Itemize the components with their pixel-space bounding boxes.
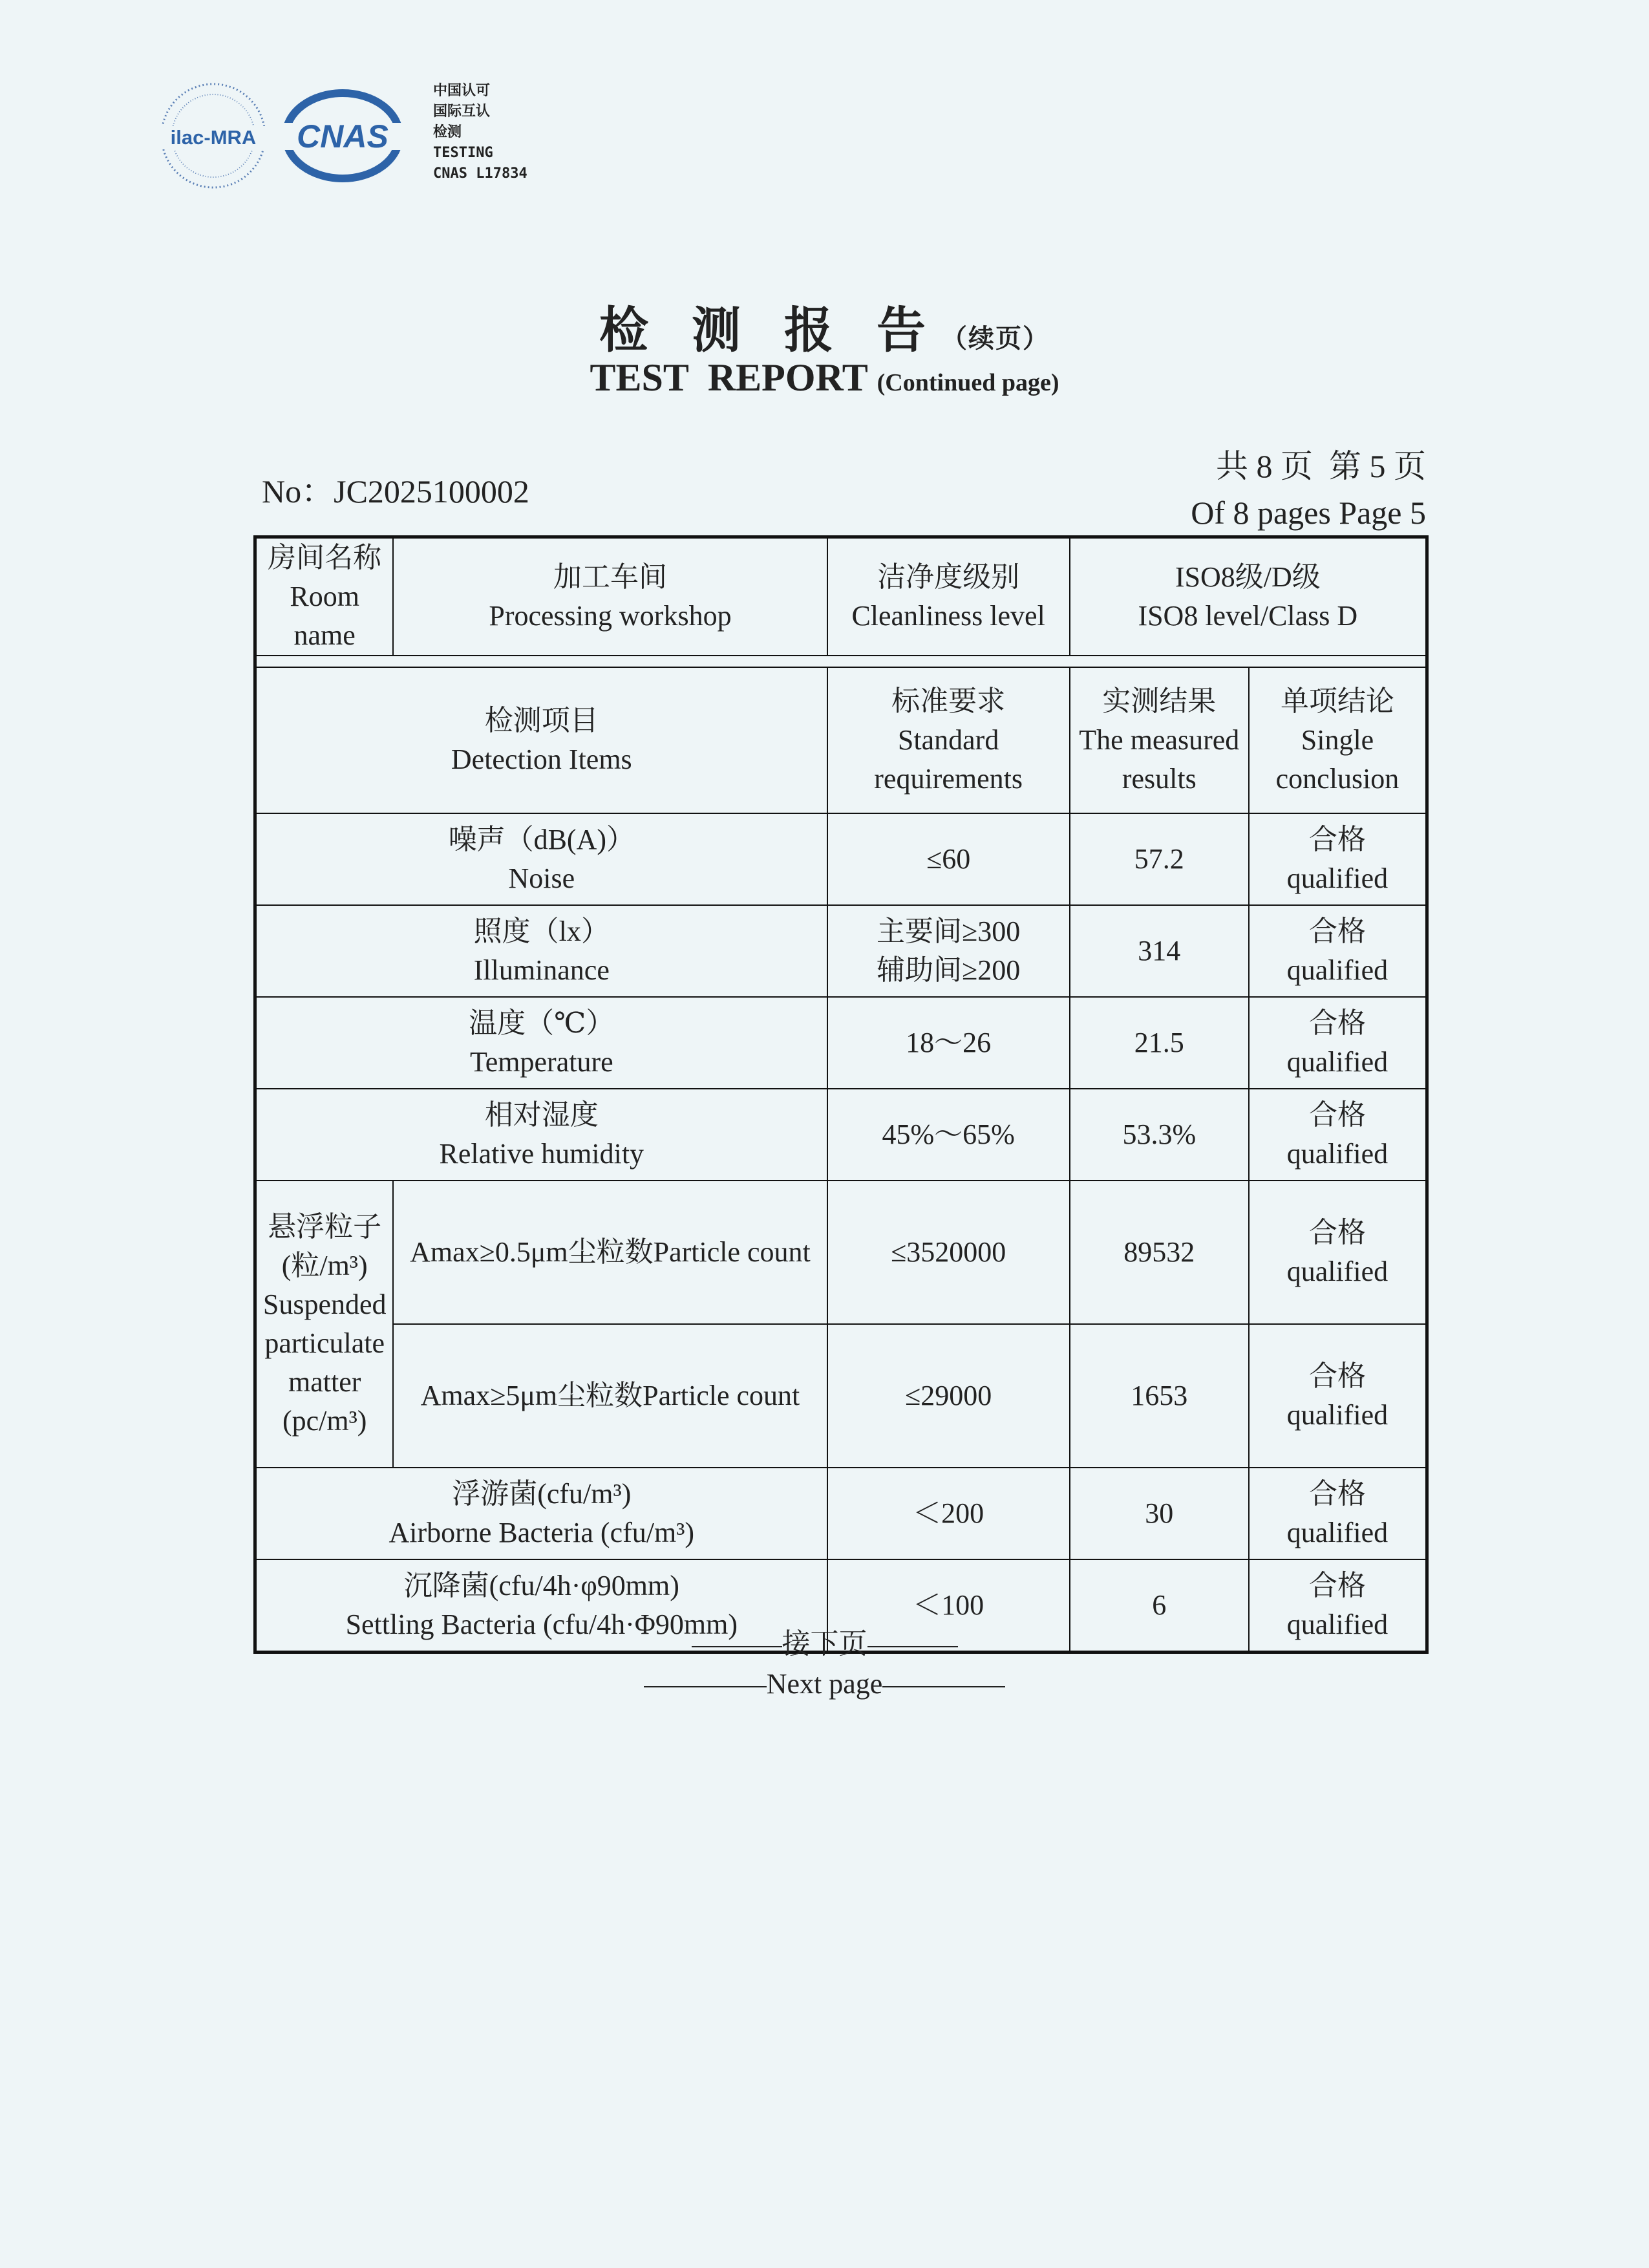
divider xyxy=(867,1646,958,1647)
item-standard: ＜200 xyxy=(827,1468,1070,1559)
item-conclusion: 合格 qualified xyxy=(1249,905,1427,997)
cnas-line: 中国认可 xyxy=(433,83,491,99)
item-name: 沉降菌(cfu/4h·φ90mm) Settling Bacteria (cfu/4h·Φ90mm) xyxy=(255,1559,827,1653)
next-page-en: Next page xyxy=(0,1664,1649,1704)
item-result: 89532 xyxy=(1070,1181,1249,1324)
item-conclusion: 合格 qualified xyxy=(1249,1468,1427,1559)
table-row xyxy=(255,1324,1427,1468)
test-results-table xyxy=(253,535,1429,1654)
divider xyxy=(692,1646,782,1647)
title-cn-main: 检 测 报 告 xyxy=(599,304,941,358)
item-standard: ≤3520000 xyxy=(827,1181,1070,1324)
item-name: 噪声（dB(A)） Noise xyxy=(255,813,827,905)
item-result: 53.3% xyxy=(1070,1089,1249,1181)
title-en-main: TEST REPORT xyxy=(590,356,867,399)
item-result: 6 xyxy=(1070,1559,1249,1653)
item-name: 相对湿度 Relative humidity xyxy=(255,1089,827,1181)
header-detection-items: 检测项目 Detection Items xyxy=(255,667,827,813)
item-conclusion: 合格 qualified xyxy=(1249,1181,1427,1324)
table-row xyxy=(255,905,1427,997)
cleanliness-level-label: 洁净度级别 Cleanliness level xyxy=(827,537,1070,656)
title-cn-sub: （续页） xyxy=(941,324,1050,353)
table-row xyxy=(255,813,1427,905)
header-conclusion: 单项结论 Single conclusion xyxy=(1249,667,1427,813)
item-name: 温度（℃） Temperature xyxy=(255,997,827,1089)
svg-text:ilac-MRA: ilac-MRA xyxy=(170,126,257,149)
item-standard: 18～26 xyxy=(827,997,1070,1089)
header-results: 实测结果 The measured results xyxy=(1070,667,1249,813)
particle-group-label: 悬浮粒子 (粒/m³) Suspended particulate matter (pc/m³) xyxy=(255,1181,394,1468)
item-conclusion: 合格 qualified xyxy=(1249,1324,1427,1468)
item-standard: 主要间≥300 辅助间≥200 xyxy=(827,905,1070,997)
table-row xyxy=(255,1468,1427,1559)
page-info-cn: 共 8 页 第 5 页 xyxy=(1216,448,1426,484)
cnas-line: 检测 xyxy=(433,124,462,140)
table-row xyxy=(255,1089,1427,1181)
svg-text:CNAS: CNAS xyxy=(297,118,388,155)
item-name: 照度（lx） Illuminance xyxy=(255,905,827,997)
next-page-cn: 接下页 xyxy=(0,1624,1649,1664)
particle-item-label: Amax≥0.5μm尘粒数Particle count xyxy=(393,1181,827,1324)
item-result: 57.2 xyxy=(1070,813,1249,905)
report-title-cn xyxy=(0,291,1649,361)
table-spacer xyxy=(255,656,1427,667)
cnas-line: 国际互认 xyxy=(433,103,491,120)
title-en-sub: (Continued page) xyxy=(877,369,1059,396)
item-standard: ＜100 xyxy=(827,1559,1070,1653)
item-standard: ≤29000 xyxy=(827,1324,1070,1468)
report-title-en xyxy=(0,356,1649,400)
cnas-accreditation-text xyxy=(433,81,527,184)
table-row xyxy=(255,1181,1427,1324)
item-result: 21.5 xyxy=(1070,997,1249,1089)
item-conclusion: 合格 qualified xyxy=(1249,1559,1427,1653)
item-conclusion: 合格 qualified xyxy=(1249,997,1427,1089)
report-number: No：JC2025100002 xyxy=(262,473,529,509)
divider xyxy=(882,1686,1005,1687)
table-row xyxy=(255,997,1427,1089)
item-result: 1653 xyxy=(1070,1324,1249,1468)
particle-item-label: Amax≥5μm尘粒数Particle count xyxy=(393,1324,827,1468)
page-info-en: Of 8 pages Page 5 xyxy=(1191,495,1426,531)
header-standard: 标准要求 Standard requirements xyxy=(827,667,1070,813)
item-conclusion: 合格 qualified xyxy=(1249,813,1427,905)
divider xyxy=(644,1686,767,1687)
item-result: 30 xyxy=(1070,1468,1249,1559)
item-standard: 45%～65% xyxy=(827,1089,1070,1181)
ilac-mra-logo-icon xyxy=(158,81,268,191)
room-info-row xyxy=(255,537,1427,656)
room-name-value: 加工车间 Processing workshop xyxy=(393,537,827,656)
item-conclusion: 合格 qualified xyxy=(1249,1089,1427,1181)
page-info xyxy=(1191,443,1426,536)
column-header-row xyxy=(255,667,1427,813)
cleanliness-level-value: ISO8级/D级 ISO8 level/Class D xyxy=(1070,537,1427,656)
item-standard: ≤60 xyxy=(827,813,1070,905)
item-name: 浮游菌(cfu/m³) Airborne Bacteria (cfu/m³) xyxy=(255,1468,827,1559)
cnas-logo-icon xyxy=(281,87,404,184)
item-result: 314 xyxy=(1070,905,1249,997)
cnas-line: TESTING xyxy=(433,145,493,161)
room-name-label: 房间名称 Room name xyxy=(255,537,394,656)
accreditation-logos xyxy=(158,81,546,204)
cnas-line: CNAS L17834 xyxy=(433,166,527,182)
